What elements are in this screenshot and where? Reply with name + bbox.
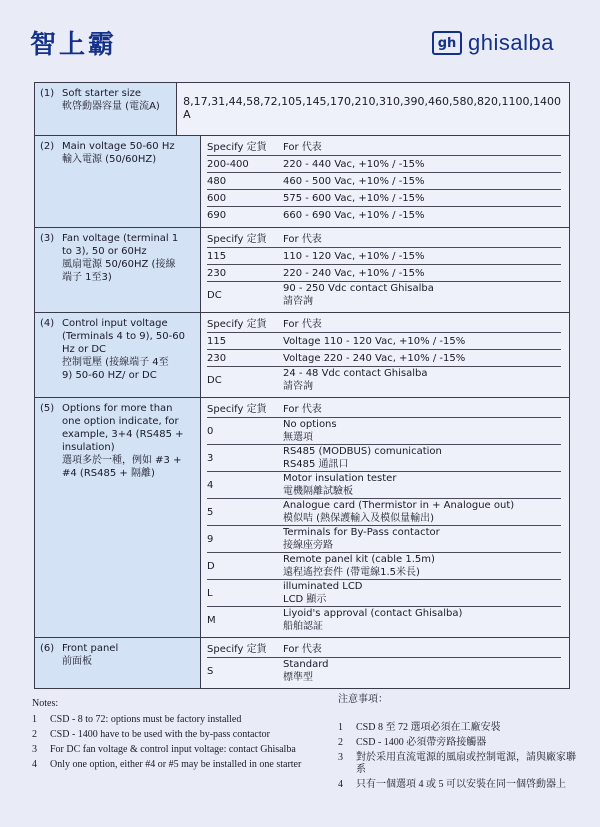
- option-desc: RS485 (MODBUS) comunication: [283, 446, 442, 457]
- option-row: [207, 173, 561, 190]
- option-desc-cn: 標準型: [283, 672, 313, 683]
- note-item-cn: [338, 752, 578, 776]
- section-title: Front panel: [62, 643, 119, 654]
- option-header-row: [207, 232, 561, 248]
- option-code: L: [207, 587, 213, 599]
- specify-label-cn: 定貨: [246, 404, 267, 415]
- option-desc: Remote panel kit (cable 1.5m): [283, 554, 435, 565]
- note-item: [32, 759, 308, 771]
- option-desc: Voltage 110 - 120 Vac, +10% / -15%: [283, 335, 466, 347]
- for-label-cn: 代表: [301, 644, 322, 655]
- option-desc: 575 - 600 Vac, +10% / -15%: [283, 192, 425, 204]
- section-title-cn: 風扇電源 50/60HZ (接線 端子 1至3): [62, 259, 176, 283]
- option-code: 480: [207, 175, 227, 187]
- option-code: 230: [207, 352, 227, 364]
- note-item-cn: [338, 737, 578, 749]
- option-desc: Voltage 220 - 240 Vac, +10% / -15%: [283, 352, 466, 364]
- option-desc-cn: 無選項: [283, 432, 313, 443]
- section-title-cn: 前面板: [62, 656, 92, 667]
- for-label: For: [283, 404, 299, 415]
- option-desc: 24 - 48 Vdc contact Ghisalba: [283, 368, 428, 379]
- note-number: 1: [338, 722, 343, 733]
- section-title: Options for more than one option indicate, for example, 3+4 (RS485 + insulation): [62, 403, 184, 453]
- option-code: 0: [207, 425, 214, 437]
- option-desc-cn: 電機隔離試驗板: [283, 486, 353, 497]
- note-item: [32, 714, 308, 726]
- option-code: 600: [207, 192, 227, 204]
- option-row: [207, 526, 561, 553]
- note-item: [32, 729, 308, 741]
- section-control-input-voltage: [35, 312, 569, 397]
- specify-label-cn: 定貨: [246, 319, 267, 330]
- specify-label-cn: 定貨: [246, 644, 267, 655]
- option-desc: 660 - 690 Vac, +10% / -15%: [283, 209, 425, 221]
- option-code: 9: [207, 533, 214, 545]
- ghisalba-logo: [432, 30, 554, 56]
- section-number: (3): [40, 233, 55, 244]
- option-code: 690: [207, 209, 227, 221]
- for-label-cn: 代表: [301, 319, 322, 330]
- section-number: (5): [40, 403, 55, 414]
- option-code: M: [207, 614, 216, 626]
- for-label-cn: 代表: [301, 142, 322, 153]
- option-row: [207, 333, 561, 350]
- note-text-cn: CSD - 1400 必須帶旁路接觸器: [356, 737, 487, 748]
- notes-english: [32, 698, 308, 774]
- option-code: DC: [207, 374, 222, 386]
- option-desc-cn: RS485 通訊口: [283, 459, 349, 470]
- note-number: 2: [32, 729, 37, 740]
- section-fan-voltage: [35, 227, 569, 312]
- section-options: [35, 397, 569, 637]
- option-row: [207, 445, 561, 472]
- size-list: 8,17,31,44,58,72,105,145,170,210,310,390,460,580,820,1100,1400 A: [183, 95, 561, 121]
- option-desc-cn: 船舶認証: [283, 621, 323, 632]
- option-row: [207, 282, 561, 308]
- section-title-cn: 軟啓動器容量 (電流A): [62, 101, 160, 112]
- option-row: [207, 350, 561, 367]
- section-front-panel: [35, 637, 569, 688]
- for-label: For: [283, 644, 299, 655]
- option-desc: 460 - 500 Vac, +10% / -15%: [283, 175, 425, 187]
- specify-label: Specify: [207, 644, 244, 655]
- option-desc: 90 - 250 Vdc contact Ghisalba: [283, 283, 434, 294]
- note-text: CSD - 8 to 72: options must be factory installed: [50, 714, 242, 725]
- option-row: [207, 248, 561, 265]
- section-number: (4): [40, 318, 55, 329]
- option-code: 115: [207, 250, 227, 262]
- option-code: 3: [207, 452, 214, 464]
- section-title-cn: 選項多於一種，例如 #3 + #4 (RS485 + 隔離): [62, 455, 182, 479]
- for-label: For: [283, 142, 299, 153]
- note-text: CSD - 1400 have to be used with the by-pass contactor: [50, 729, 270, 740]
- option-row: [207, 658, 561, 684]
- option-row: [207, 367, 561, 393]
- notes-title-cn: 注意事項：: [338, 694, 388, 705]
- logo-wordmark: ghisalba: [468, 30, 554, 55]
- option-desc-cn: 請咨詢: [283, 296, 313, 307]
- section-number: (1): [40, 88, 55, 99]
- option-row: [207, 156, 561, 173]
- option-code: S: [207, 665, 214, 677]
- option-code: 115: [207, 335, 227, 347]
- for-label: For: [283, 319, 299, 330]
- option-desc: 220 - 240 Vac, +10% / -15%: [283, 267, 425, 279]
- option-header-row: [207, 402, 561, 418]
- section-title: Fan voltage (terminal 1 to 3), 50 or 60Hz: [62, 233, 179, 257]
- note-number: 1: [32, 714, 37, 725]
- option-row: [207, 472, 561, 499]
- option-desc: Liyoid's approval (contact Ghisalba): [283, 608, 463, 619]
- note-item-cn: [338, 722, 578, 734]
- specify-label-cn: 定貨: [246, 234, 267, 245]
- option-row: [207, 580, 561, 607]
- option-code: 230: [207, 267, 227, 279]
- note-number: 3: [32, 744, 37, 755]
- specify-label: Specify: [207, 319, 244, 330]
- logo-mark-icon: gh: [432, 31, 462, 55]
- section-title-cn: 控制電壓 (接線端子 4至 9) 50-60 HZ/ or DC: [62, 357, 169, 381]
- note-item: [32, 744, 308, 756]
- option-desc: Standard: [283, 659, 329, 670]
- option-header-row: [207, 140, 561, 156]
- notes-chinese: [338, 694, 578, 794]
- note-number: 3: [338, 752, 343, 763]
- section-title-cn: 輸入電源 (50/60HZ): [62, 154, 157, 165]
- section-title: Soft starter size: [62, 88, 142, 99]
- note-text-cn: 對於采用直流電源的風扇或控制電源，請與廠家聯系: [356, 752, 576, 775]
- option-row: [207, 265, 561, 282]
- option-desc: 110 - 120 Vac, +10% / -15%: [283, 250, 425, 262]
- note-number: 4: [338, 779, 343, 790]
- note-text-cn: 只有一個選項 4 或 5 可以安裝在同一個啓動器上: [356, 779, 566, 790]
- option-desc-cn: 接線座旁路: [283, 540, 333, 551]
- option-row: [207, 499, 561, 526]
- option-desc: Motor insulation tester: [283, 473, 397, 484]
- option-desc: Terminals for By-Pass contactor: [283, 527, 440, 538]
- option-code: 5: [207, 506, 214, 518]
- specify-label: Specify: [207, 234, 244, 245]
- option-desc: No options: [283, 419, 337, 430]
- option-row: [207, 607, 561, 633]
- option-desc-cn: 請咨詢: [283, 381, 313, 392]
- option-row: [207, 553, 561, 580]
- note-item-cn: [338, 779, 578, 791]
- option-row: [207, 207, 561, 223]
- option-header-row: [207, 317, 561, 333]
- section-main-voltage: [35, 135, 569, 227]
- section-title: Main voltage 50-60 Hz: [62, 141, 175, 152]
- option-desc-cn: 模似咭 (熱保護輸入及模似量輸出): [283, 513, 434, 524]
- specify-label: Specify: [207, 142, 244, 153]
- option-desc-cn: 遠程遙控套件 (帶電線1.5米長): [283, 567, 420, 578]
- option-desc: 220 - 440 Vac, +10% / -15%: [283, 158, 425, 170]
- option-row: [207, 418, 561, 445]
- section-title: Control input voltage (Terminals 4 to 9), 50-60 Hz or DC: [62, 318, 185, 355]
- for-label: For: [283, 234, 299, 245]
- note-text: Only one option, either #4 or #5 may be installed in one starter: [50, 759, 302, 770]
- section-number: (6): [40, 643, 55, 654]
- option-desc: Analogue card (Thermistor in + Analogue out): [283, 500, 515, 511]
- note-text-cn: CSD 8 至 72 選項必須在工廠安裝: [356, 722, 501, 733]
- notes-title: Notes:: [32, 698, 59, 709]
- specify-label-cn: 定貨: [246, 142, 267, 153]
- note-number: 2: [338, 737, 343, 748]
- option-code: 4: [207, 479, 214, 491]
- option-code: 200-400: [207, 158, 249, 170]
- specify-label: Specify: [207, 404, 244, 415]
- brand-chinese-title: 智上霸: [30, 30, 118, 60]
- option-code: D: [207, 560, 215, 572]
- ordering-code-table: [34, 82, 570, 689]
- for-label-cn: 代表: [301, 404, 322, 415]
- note-text: For DC fan voltage & control input voltage: contact Ghisalba: [50, 744, 296, 755]
- option-code: DC: [207, 289, 222, 301]
- section-number: (2): [40, 141, 55, 152]
- section-soft-starter-size: [35, 83, 569, 135]
- note-number: 4: [32, 759, 37, 770]
- option-header-row: [207, 642, 561, 658]
- option-desc-cn: LCD 顯示: [283, 594, 327, 605]
- option-desc: illuminated LCD: [283, 581, 363, 592]
- option-row: [207, 190, 561, 207]
- for-label-cn: 代表: [301, 234, 322, 245]
